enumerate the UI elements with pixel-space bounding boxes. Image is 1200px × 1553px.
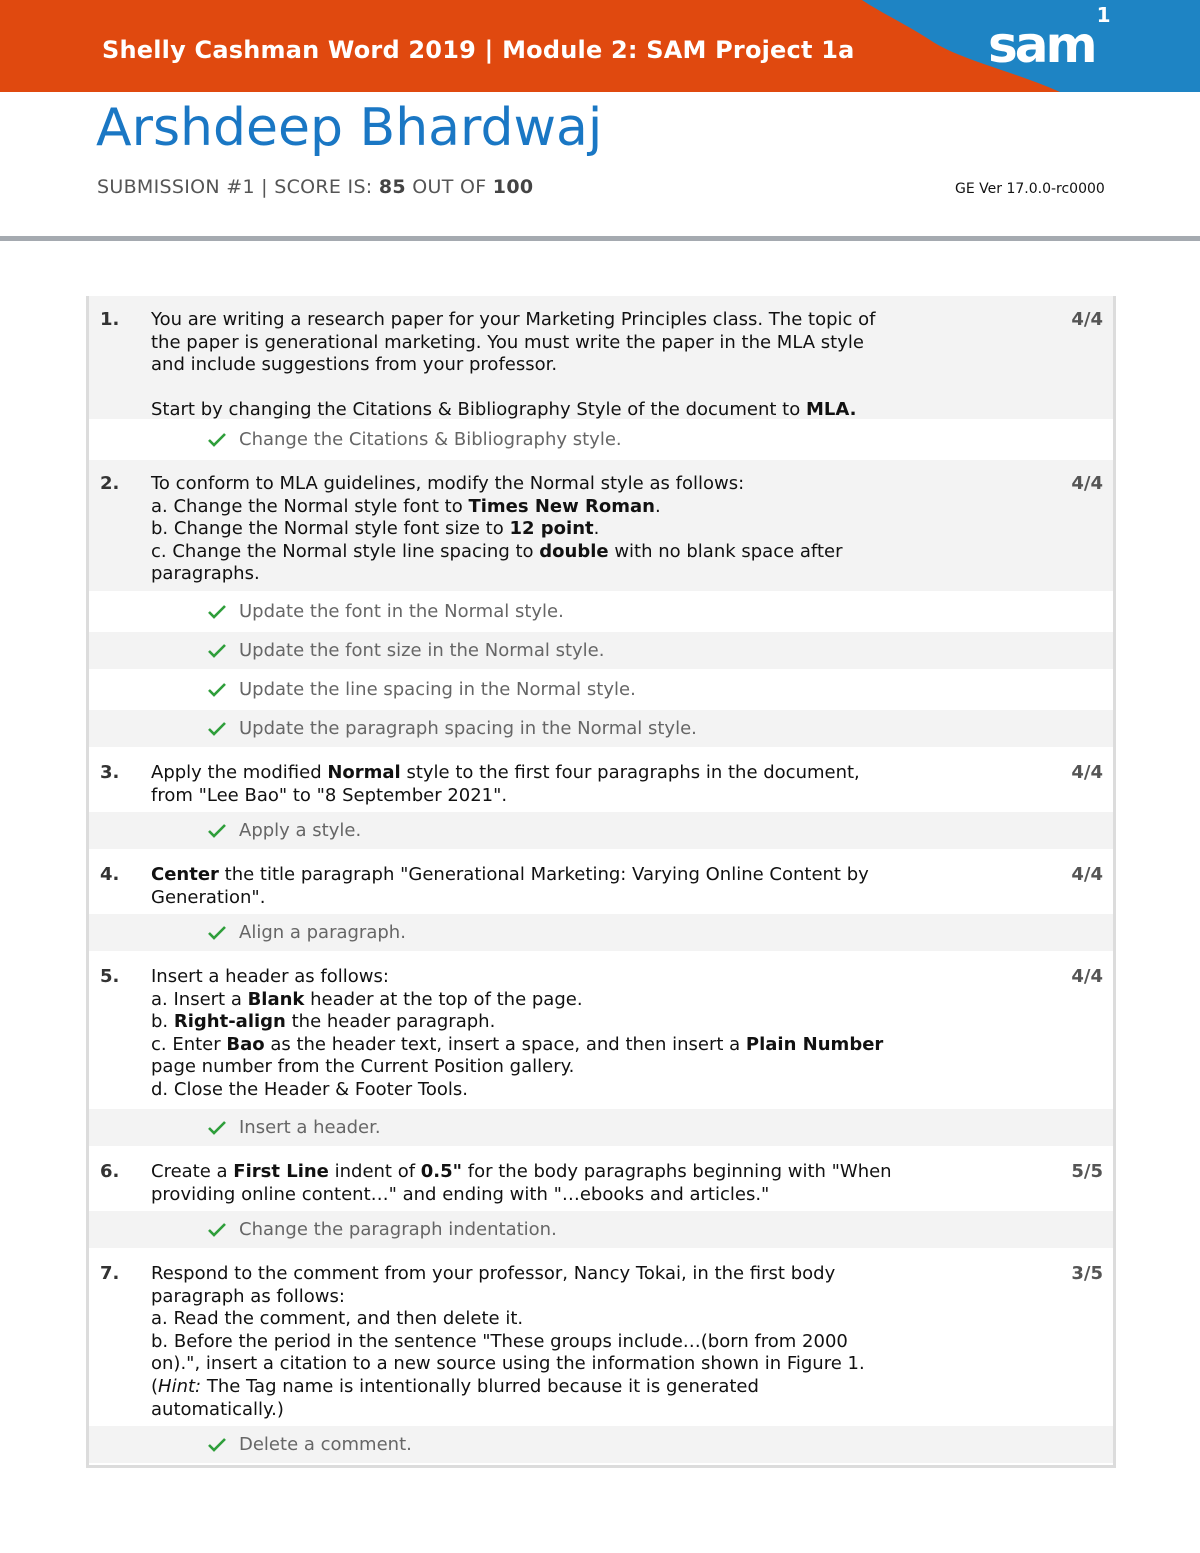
check-icon (207, 1222, 227, 1238)
task-text: Create a First Line indent of 0.5" for the body paragraphs beginning with "When providing online content…" and ending with "…ebooks and articles." (151, 1161, 892, 1205)
task-list (86, 296, 1116, 1468)
task-score: 3/5 (1071, 1263, 1103, 1284)
task-instructions (89, 296, 1113, 421)
task-number: 7. (100, 1263, 120, 1284)
task-number: 4. (100, 864, 120, 885)
task-2 (89, 460, 1113, 749)
check-item: Update the line spacing in the Normal style. (89, 671, 1113, 710)
check-item: Delete a comment. (89, 1426, 1113, 1465)
task-score: 5/5 (1071, 1161, 1103, 1182)
task-score: 4/4 (1071, 864, 1103, 885)
version-label: GE Ver 17.0.0-rc0000 (955, 181, 1105, 197)
header-divider (0, 236, 1200, 241)
check-icon (207, 432, 227, 448)
check-icon (207, 682, 227, 698)
check-item: Insert a header. (89, 1109, 1113, 1148)
task-score: 4/4 (1071, 309, 1103, 330)
check-icon (207, 1120, 227, 1136)
check-item: Update the font size in the Normal style. (89, 632, 1113, 671)
score-total: 100 (492, 176, 534, 198)
check-icon (207, 1437, 227, 1453)
submission-summary: SUBMISSION #1 | SCORE IS: 85 OUT OF 100 (97, 176, 534, 198)
task-6 (89, 1148, 1113, 1250)
task-instructions (89, 460, 1113, 593)
task-7 (89, 1250, 1113, 1465)
task-text: To conform to MLA guidelines, modify the Normal style as follows: a. Change the Normal style font to Times New Roman. b. Change the Normal style font size to 12 point. c. Change the Normal style line spacing to double with no blank space after paragraphs. (151, 473, 843, 585)
check-icon (207, 643, 227, 659)
task-number: 6. (100, 1161, 120, 1182)
task-text: You are writing a research paper for your Marketing Principles class. The topic of the paper is generational marketing. You must write the paper in the MLA style and include suggestions from your professor. Start by changing the Citations & Bibliography Style of the document to MLA. (151, 309, 876, 420)
task-4 (89, 851, 1113, 953)
task-text: Respond to the comment from your professor, Nancy Tokai, in the first body paragraph as follows: a. Read the comment, and then delete it. b. Before the period in the sentence "These groups include…(born from 2000 on).", insert a citation to a new source using the information shown in Figure 1. (Hint: The Tag name is intentionally blurred because it is generated automatically.) (151, 1263, 865, 1420)
task-text: Apply the modified Normal style to the first four paragraphs in the document, from "Lee Bao" to "8 September 2021". (151, 762, 860, 806)
task-text: Insert a header as follows: a. Insert a Blank header at the top of the page. b. Right-align the header paragraph. c. Enter Bao as the header text, insert a space, and then insert a Plain Number page number from the Current Position gallery. d. Close the Header & Footer Tools. (151, 966, 884, 1100)
task-instructions (89, 851, 1113, 914)
task-instructions (89, 1148, 1113, 1211)
check-icon (207, 721, 227, 737)
task-score: 4/4 (1071, 473, 1103, 494)
check-icon (207, 823, 227, 839)
task-5 (89, 953, 1113, 1148)
task-number: 2. (100, 473, 120, 494)
task-number: 5. (100, 966, 120, 987)
check-item: Update the paragraph spacing in the Normal style. (89, 710, 1113, 749)
student-name: Arshdeep Bhardwaj (96, 98, 603, 158)
check-item: Change the paragraph indentation. (89, 1211, 1113, 1250)
task-score: 4/4 (1071, 966, 1103, 987)
check-item: Align a paragraph. (89, 914, 1113, 953)
header-banner (0, 0, 1200, 92)
task-score: 4/4 (1071, 762, 1103, 783)
task-instructions (89, 1250, 1113, 1426)
task-number: 1. (100, 309, 120, 330)
score-value: 85 (378, 176, 406, 198)
sam-logo: sam$^1$ (988, 3, 1111, 74)
check-item: Update the font in the Normal style. (89, 593, 1113, 632)
module-title: Shelly Cashman Word 2019 | Module 2: SAM Project 1a (102, 36, 855, 64)
task-text: Center the title paragraph "Generational Marketing: Varying Online Content by Generation". (151, 864, 869, 908)
check-item: Change the Citations & Bibliography style. (89, 421, 1113, 460)
task-instructions (89, 953, 1113, 1109)
task-1 (89, 296, 1113, 460)
check-icon (207, 925, 227, 941)
task-instructions (89, 749, 1113, 812)
task-number: 3. (100, 762, 120, 783)
check-icon (207, 604, 227, 620)
check-item: Apply a style. (89, 812, 1113, 851)
task-3 (89, 749, 1113, 851)
